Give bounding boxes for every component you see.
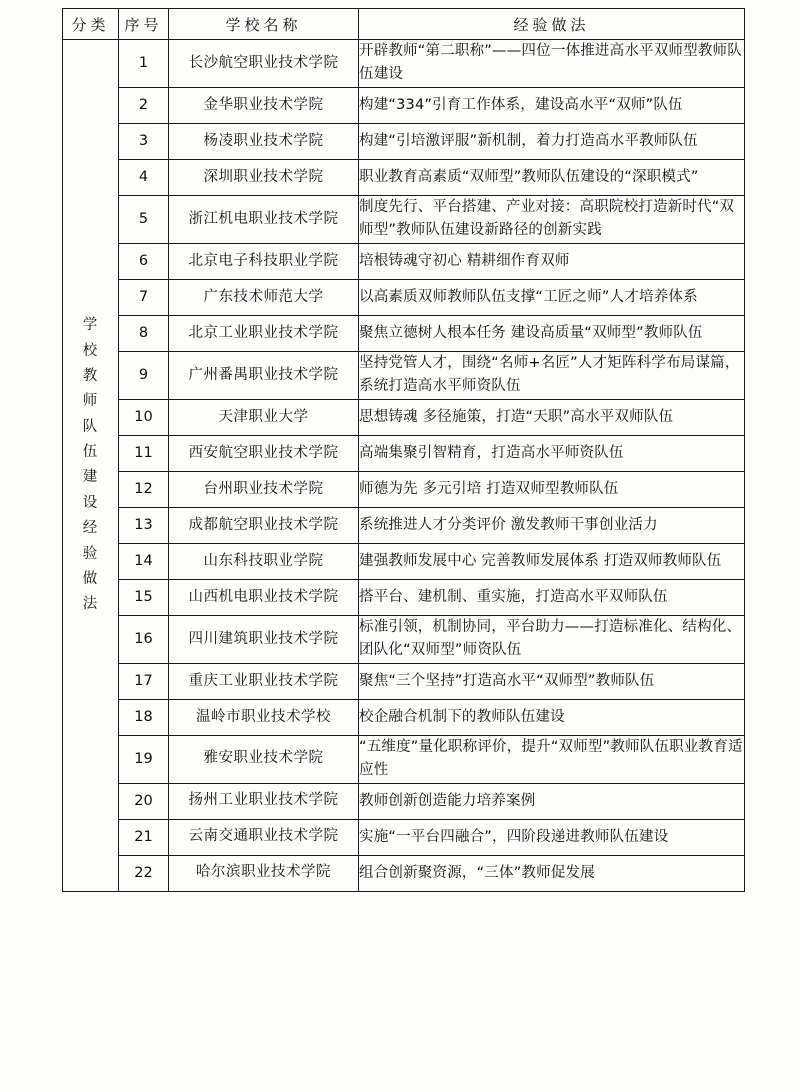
experience-text: 系统推进人才分类评价 激发教师干事创业活力 [359, 507, 745, 543]
row-index: 6 [119, 243, 169, 279]
school-name: 天津职业大学 [169, 399, 359, 435]
experience-text: 职业教育高素质“双师型”教师队伍建设的“深职模式” [359, 159, 745, 195]
table-row [63, 615, 745, 663]
experience-text: 教师创新创造能力培养案例 [359, 783, 745, 819]
experience-text: 聚焦立德树人根本任务 建设高质量“双师型”教师队伍 [359, 315, 745, 351]
experience-text: 建强教师发展中心 完善教师发展体系 打造双师教师队伍 [359, 543, 745, 579]
row-index: 15 [119, 579, 169, 615]
column-header-experience: 经验做法 [359, 9, 745, 40]
school-name: 广州番禺职业技术学院 [169, 351, 359, 399]
row-index: 16 [119, 615, 169, 663]
experience-text: 高端集聚引智精育，打造高水平师资队伍 [359, 435, 745, 471]
experience-text: 标准引领，机制协同，平台助力——打造标准化、结构化、团队化“双师型”师资队伍 [359, 615, 745, 663]
column-header-school: 学校名称 [169, 9, 359, 40]
table-row [63, 735, 745, 783]
table-header [63, 9, 745, 40]
school-name: 北京电子科技职业学院 [169, 243, 359, 279]
school-name: 雅安职业技术学院 [169, 735, 359, 783]
row-index: 11 [119, 435, 169, 471]
table-row [63, 279, 745, 315]
table-row [63, 855, 745, 891]
school-name: 北京工业职业技术学院 [169, 315, 359, 351]
category-label: 学校教师队伍建设经验做法 [82, 317, 99, 613]
school-name: 山西机电职业技术学院 [169, 579, 359, 615]
experience-text: 以高素质双师教师队伍支撑“工匠之师”人才培养体系 [359, 279, 745, 315]
row-index: 18 [119, 699, 169, 735]
row-index: 1 [119, 40, 169, 88]
table-row [63, 351, 745, 399]
school-name: 云南交通职业技术学院 [169, 819, 359, 855]
table-row [63, 195, 745, 243]
table-row [63, 543, 745, 579]
table-row [63, 507, 745, 543]
row-index: 10 [119, 399, 169, 435]
row-index: 7 [119, 279, 169, 315]
experience-text: 制度先行、平台搭建、产业对接：高职院校打造新时代“双师型”教师队伍建设新路径的创新实践 [359, 195, 745, 243]
school-name: 深圳职业技术学院 [169, 159, 359, 195]
school-name: 温岭市职业技术学校 [169, 699, 359, 735]
experience-text: 坚持党管人才，围绕“名师+名匠”人才矩阵科学布局谋篇，系统打造高水平师资队伍 [359, 351, 745, 399]
row-index: 3 [119, 123, 169, 159]
experience-text: 思想铸魂 多径施策，打造“天职”高水平双师队伍 [359, 399, 745, 435]
school-name: 西安航空职业技术学院 [169, 435, 359, 471]
experience-text: 聚焦“三个坚持”打造高水平“双师型”教师队伍 [359, 663, 745, 699]
table-row [63, 40, 745, 88]
school-name: 扬州工业职业技术学院 [169, 783, 359, 819]
experience-text: 组合创新聚资源，“三体”教师促发展 [359, 855, 745, 891]
row-index: 4 [119, 159, 169, 195]
school-name: 哈尔滨职业技术学院 [169, 855, 359, 891]
school-name: 杨凌职业技术学院 [169, 123, 359, 159]
experience-text: 培根铸魂守初心 精耕细作育双师 [359, 243, 745, 279]
row-index: 13 [119, 507, 169, 543]
table-row [63, 243, 745, 279]
row-index: 12 [119, 471, 169, 507]
table-row [63, 315, 745, 351]
school-name: 长沙航空职业技术学院 [169, 40, 359, 88]
column-header-index: 序号 [119, 9, 169, 40]
table-row [63, 663, 745, 699]
school-name: 重庆工业职业技术学院 [169, 663, 359, 699]
table-body [63, 40, 745, 892]
table-row [63, 579, 745, 615]
category-cell [63, 40, 119, 892]
experience-text: 搭平台、建机制、重实施，打造高水平双师队伍 [359, 579, 745, 615]
table-header-row [63, 9, 745, 40]
table-row [63, 159, 745, 195]
row-index: 8 [119, 315, 169, 351]
table-row [63, 471, 745, 507]
experience-table [62, 8, 745, 892]
experience-text: 师德为先 多元引培 打造双师型教师队伍 [359, 471, 745, 507]
table-row [63, 399, 745, 435]
school-name: 台州职业技术学院 [169, 471, 359, 507]
row-index: 14 [119, 543, 169, 579]
experience-text: 实施“一平台四融合”，四阶段递进教师队伍建设 [359, 819, 745, 855]
school-name: 四川建筑职业技术学院 [169, 615, 359, 663]
table-row [63, 87, 745, 123]
school-name: 成都航空职业技术学院 [169, 507, 359, 543]
row-index: 20 [119, 783, 169, 819]
table-row [63, 435, 745, 471]
row-index: 21 [119, 819, 169, 855]
table-row [63, 783, 745, 819]
experience-text: 构建“引培激评服”新机制，着力打造高水平教师队伍 [359, 123, 745, 159]
experience-text: “五维度”量化职称评价，提升“双师型”教师队伍职业教育适应性 [359, 735, 745, 783]
row-index: 17 [119, 663, 169, 699]
experience-text: 构建“334”引育工作体系，建设高水平“双师”队伍 [359, 87, 745, 123]
school-name: 金华职业技术学院 [169, 87, 359, 123]
table-row [63, 819, 745, 855]
school-name: 浙江机电职业技术学院 [169, 195, 359, 243]
table-row [63, 123, 745, 159]
table-row [63, 699, 745, 735]
row-index: 19 [119, 735, 169, 783]
row-index: 22 [119, 855, 169, 891]
school-name: 山东科技职业学院 [169, 543, 359, 579]
school-name: 广东技术师范大学 [169, 279, 359, 315]
experience-text: 校企融合机制下的教师队伍建设 [359, 699, 745, 735]
experience-text: 开辟教师“第二职称”——四位一体推进高水平双师型教师队伍建设 [359, 40, 745, 88]
row-index: 2 [119, 87, 169, 123]
column-header-category: 分类 [63, 9, 119, 40]
row-index: 9 [119, 351, 169, 399]
row-index: 5 [119, 195, 169, 243]
